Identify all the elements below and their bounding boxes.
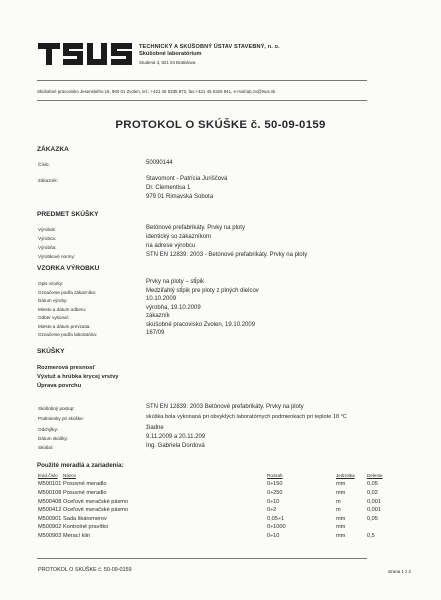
field-value: skúška bola vykonaná pri obvyklých laboratórnych podmienkach pri teplote 18 °C (146, 414, 347, 420)
contact-rule (37, 100, 367, 101)
institute-name: TECHNICKÝ A SKÚŠOBNÝ ÚSTAV STAVEBNÝ, n. o. (139, 44, 280, 50)
cell-unit: m (336, 507, 341, 513)
field-label: Dátum výroby: (38, 298, 68, 303)
cell-division: 0,02 (367, 490, 378, 496)
section-heading-predmet: PREDMET SKÚŠKY (37, 211, 99, 218)
field-value: výrobňa, 19.10.2009 (146, 305, 201, 311)
field-value: 979 01 Rimavská Sobota (146, 194, 214, 200)
cell-code: M500108 (38, 490, 62, 496)
tsus-logo (38, 42, 134, 66)
section-heading-zakazka: ZÁKAZKA (37, 146, 69, 153)
field-value: identický so zákazníkom (146, 234, 212, 240)
field-value: 10.10.2009 (146, 296, 177, 302)
column-header-range: Rozsah (267, 473, 283, 478)
section-heading-skusky: SKÚŠKY (37, 348, 65, 355)
cell-unit: mm (336, 490, 346, 496)
field-label: Výrobňa: (38, 245, 57, 250)
cell-name: Oceľové meračské pásmo (63, 507, 129, 513)
cell-unit: mm (336, 533, 346, 539)
field-label: Číslo: (38, 162, 50, 167)
field-label: Označenie podľa zákazníka: (38, 290, 97, 295)
field-label: Označenie podľa laboratória: (38, 332, 98, 337)
field-label: Odchýlky: (38, 427, 59, 432)
cell-code: M500902 (38, 524, 62, 530)
field-value: Prvky na ploty – stĺpik (146, 279, 205, 285)
field-label: Opis vzorky: (38, 281, 64, 286)
cell-range: 0÷10 (267, 533, 280, 539)
field-value: Betónové prefabrikáty. Prvky na ploty (146, 225, 245, 231)
field-value: žiadne (146, 425, 164, 431)
column-header-division: Delenie (367, 473, 383, 478)
cell-range: 0÷2 (267, 507, 277, 513)
cell-range: 0÷250 (267, 490, 283, 496)
field-label: Skúšal: (38, 445, 54, 450)
contact-line: Skúšobné pracovisko Jesenského 15, 960 01 Zvolen, tel.: +421 45 5335 872, fax:+421 45 5326 941, e-mail:ab.zv@tsus.sk (37, 89, 276, 94)
field-value: STN EN 12839: 2003 - Betónové prefabrikáty. Prvky na ploty (146, 252, 308, 258)
cell-unit: m (336, 499, 341, 505)
cell-division: 0,001 (367, 499, 381, 505)
field-label: Výrobca: (38, 236, 57, 241)
field-label: Dátum skúšky: (38, 436, 69, 441)
field-value: STN EN 12839: 2003 Betónové prefabrikáty. Prvky na ploty (146, 404, 304, 410)
cell-code: M500101 (38, 481, 62, 487)
section-heading-vzorka: VZORKA VÝROBKU (37, 265, 100, 272)
field-value: 9.11.2009 a 20.11.209 (146, 434, 206, 440)
field-value: Stavomont - Patrícia Juriščová (146, 176, 228, 182)
institute-sub: Skúšobné laboratórium (139, 51, 202, 57)
cell-name: Sada škáromerov (63, 516, 107, 522)
cell-unit: mm (336, 516, 346, 522)
field-label: Miesto a dátum odberu: (38, 307, 87, 312)
field-label: Skúšobný postup: (38, 406, 75, 411)
cell-unit: mm (336, 524, 346, 530)
cell-range: 0÷150 (267, 481, 283, 487)
cell-name: Oceľové meračské pásmo (63, 499, 129, 505)
field-value: zákazník (146, 313, 170, 319)
cell-name: Merací klin (63, 533, 91, 539)
document-title: PROTOKOL O SKÚŠKE č. 50-09-0159 (115, 119, 326, 131)
field-value: 50090144 (146, 160, 173, 166)
footer-rule (37, 558, 367, 559)
field-label: Výrobok: (38, 227, 57, 232)
field-value: na adrese výrobcu (146, 243, 196, 249)
cell-division: 0,5 (367, 533, 375, 539)
cell-unit: mm (336, 481, 346, 487)
cell-range: 0,05÷1 (267, 516, 285, 522)
field-label: Zákazník: (38, 178, 58, 183)
column-header-code: Evid.číslo (38, 473, 58, 478)
cell-name: Posuvné meradlo (63, 481, 107, 487)
cell-code: M500412 (38, 507, 62, 513)
field-label: Podmienky pri skúške: (38, 416, 84, 421)
cell-range: 0÷10 (267, 499, 280, 505)
cell-name: Posuvné meradlo (63, 490, 107, 496)
field-value: Dr. Clementisa 1 (146, 185, 191, 191)
test-item: Rozmerová presnosť (37, 365, 96, 371)
field-value: skúšobné pracovisko Zvolen, 19.10.2009 (146, 322, 256, 328)
cell-code: M500903 (38, 533, 62, 539)
page-number: strana 1 z 2 (388, 569, 411, 574)
field-label: Odber vykonal: (38, 315, 69, 320)
test-item: Úprava povrchu (37, 383, 82, 389)
footer-document-id: PROTOKOL O SKÚŠKE č. 50-09-0159 (38, 567, 132, 573)
cell-name: Kontrolné pravítko (63, 524, 109, 530)
cell-code: M500901 (38, 516, 62, 522)
equipment-heading: Použité meradlá a zariadenia: (37, 462, 124, 469)
cell-range: 0÷1000 (267, 524, 286, 530)
column-header-name: Názov (63, 473, 77, 478)
cell-division: 0,05 (367, 516, 378, 522)
field-value: Ing. Gabriela Dordová (146, 443, 205, 449)
institute-address: Studená 3, 821 04 Bratislava (139, 60, 196, 65)
test-item: Výstuž a hrúbka krycej vrstvy (37, 374, 119, 380)
field-label: Výrobkové normy: (38, 254, 76, 259)
column-header-unit: Jednotka (336, 473, 355, 478)
cell-code: M500408 (38, 499, 62, 505)
header-rule (37, 80, 367, 81)
cell-division: 0,05 (367, 481, 378, 487)
field-label: Miesto a dátum prevzatia: (38, 324, 91, 329)
field-value: 167/09 (146, 330, 165, 336)
field-value: Medziľahlý stĺpik pre ploty z plných dielcov (146, 288, 259, 294)
cell-division: 0,001 (367, 507, 381, 513)
